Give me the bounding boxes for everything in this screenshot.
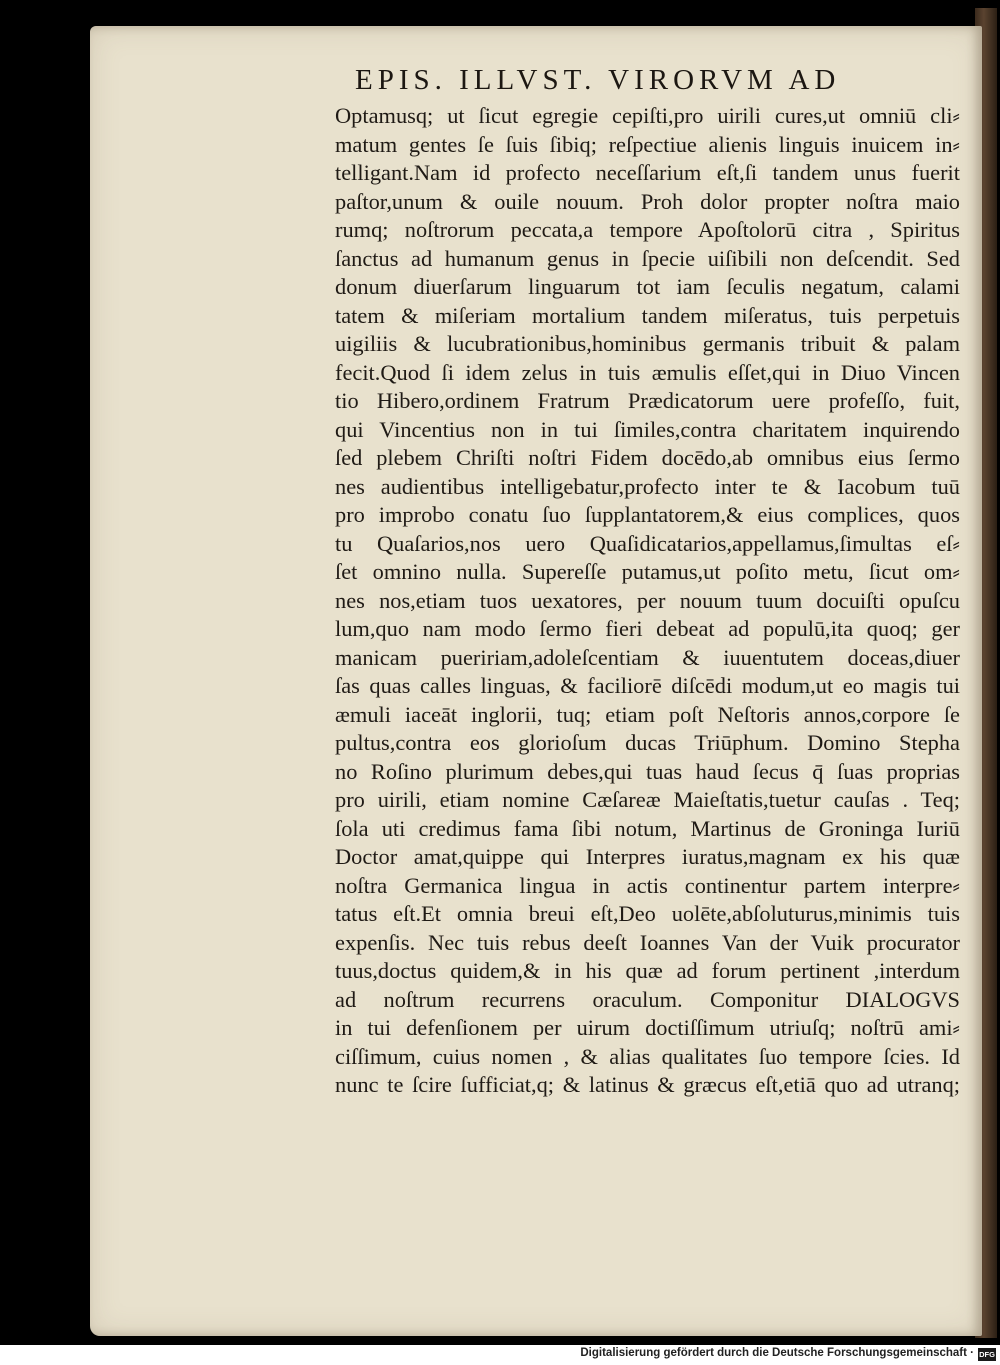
text-line: æmuli iaceāt inglorii, tuq; etiam poſt Neſtoris annos,corpore ſe (335, 701, 960, 727)
digitization-footer (0, 1345, 1000, 1365)
dfg-logo: DFG (979, 1350, 995, 1359)
text-line: uigiliis & lucubrationibus,hominibus germanis tribuit & palam (335, 331, 960, 356)
text-line: pro improbo conatu ſuo ſupplantatorem,& eius complices, quos (335, 502, 960, 527)
text-line: ſanctus ad humanum genus in ſpecie uiſibili non deſcendit. Sed (335, 245, 960, 271)
text-line: rumq; noſtrorum peccata,a tempore Apoſtolorū citra , Spiritus (335, 217, 960, 242)
text-line: donum diuerſarum linguarum tot iam ſeculis negatum, calami (335, 274, 960, 299)
text-line: expenſis. Nec tuis rebus deeſt Ioannes Van der Vuik procurator (335, 929, 960, 955)
text-line: tuus,doctus quidem,& in his quæ ad forum pertinent ,interdum (335, 958, 960, 983)
text-line: nes nos,etiam tuos uexatores, per nouum tuum docuiſti opuſcu (335, 587, 960, 613)
body-text (335, 102, 960, 1100)
text-line: matum gentes ſe ſuis ſibiq; reſpectiue alienis linguis inuicem in⸗ (335, 131, 960, 157)
running-head: EPIS. ILLVST. VIRORVM AD (355, 64, 841, 96)
text-line: manicam pueririam,adoleſcentiam & iuuentutem doceas,diuer (335, 644, 960, 670)
text-line: pultus,contra eos glorioſum ducas Triūphum. Domino Stepha (335, 730, 960, 755)
text-line: Doctor amat,quippe qui Interpres iuratus,magnam ex his quæ (335, 844, 960, 869)
text-line: qui Vincentius non in tui ſimiles,contra charitatem inquirendo (335, 416, 960, 442)
text-line: ad noſtrum recurrens oraculum. Componitur DIALOGVS (335, 986, 960, 1012)
text-line: ſas quas calles linguas, & faciliorē diſcēdi modum,ut eo magis tui (335, 673, 960, 698)
text-line: noſtra Germanica lingua in actis continentur partem interpre⸗ (335, 872, 960, 898)
text-line: nes audientibus intelligebatur,profecto inter te & Iacobum tuū (335, 473, 960, 499)
text-line: tatem & miſeriam mortalium tandem miſeratus, tuis perpetuis (335, 302, 960, 328)
text-line: tatus eſt.Et omnia breui eſt,Deo uolēte,abſoluturus,minimis tuis (335, 901, 960, 926)
text-line: ſed plebem Chriſti noſtri Fidem docēdo,ab omnibus eius ſermo (335, 445, 960, 470)
text-line: paſtor,unum & ouile nouum. Proh dolor propter noſtra maio (335, 188, 960, 214)
text-line: in tui defenſionem per uirum doctiſſimum utriuſq; noſtrū ami⸗ (335, 1015, 960, 1040)
text-line: Optamusq; ut ſicut egregie cepiſti,pro uirili cures,ut omniū cli⸗ (335, 103, 960, 128)
text-line: ſola uti credimus fama ſibi notum, Martinus de Groninga Iuriū (335, 815, 960, 841)
text-line: no Roſino plurimum debes,qui tuas haud ſecus q̄ ſuas proprias (335, 758, 960, 784)
text-line: nunc te ſcire ſufficiat,q; & latinus & græcus eſt,etiā quo ad utranq; (335, 1072, 960, 1097)
text-line: ciſſimum, cuius nomen , & alias qualitates ſuo tempore ſcies. Id (335, 1043, 960, 1069)
funding-note: Digitalisierung gefördert durch die Deutsche Forschungsgemeinschaft · (580, 1347, 974, 1359)
text-line: fecit.Quod ſi idem zelus in tuis æmulis eſſet,qui in Diuo Vincen (335, 359, 960, 385)
text-line: tu Quaſarios,nos uero Quaſidicatarios,appellamus,ſimultas eſ⸗ (335, 530, 960, 556)
text-line: tio Hibero,ordinem Fratrum Prædicatorum uere profeſſo, fuit, (335, 388, 960, 413)
text-line: pro uirili, etiam nomine Cæſareæ Maieſtatis,tuetur cauſas . Teq; (335, 787, 960, 812)
text-line: ſet omnino nulla. Supereſſe putamus,ut poſito metu, ſicut om⸗ (335, 559, 960, 584)
text-line: telligant.Nam id profecto neceſſarium eſt,ſi tandem unus fuerit (335, 160, 960, 185)
text-line: lum,quo nam modo ſermo fieri debeat ad populū,ita quoq; ger (335, 616, 960, 641)
